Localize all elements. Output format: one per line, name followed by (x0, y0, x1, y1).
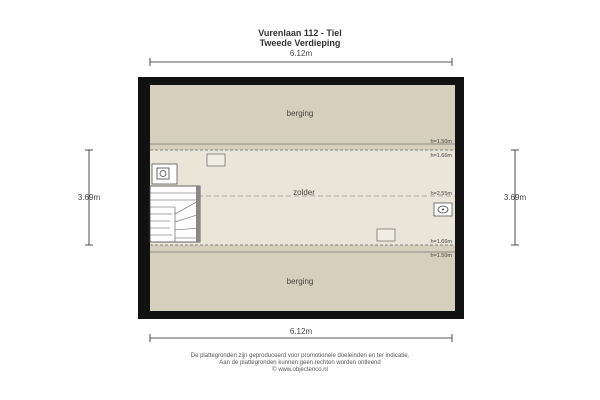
boiler-icon (152, 164, 177, 184)
room-label-berging-bottom: berging (286, 277, 314, 286)
bottom-width-dimension (150, 327, 452, 342)
staircase (150, 186, 200, 242)
plan-floor-title: Tweede Verdieping (259, 38, 341, 48)
disclaimer-line-3: © www.objectenco.nl (272, 367, 328, 373)
height-label-3: h=2.55m (430, 191, 452, 197)
left-depth-label: 3.69m (77, 193, 101, 202)
room-label-berging-top: berging (286, 109, 314, 118)
sink-icon (434, 203, 452, 216)
height-label-5: h=1.50m (430, 253, 452, 259)
skylight-bottom (377, 229, 395, 241)
right-depth-label: 3.69m (503, 193, 527, 202)
height-label-2: h=1.66m (430, 153, 452, 159)
top-width-dimension (150, 49, 452, 66)
left-depth-dimension (78, 150, 101, 245)
disclaimer-line-2: Aan de plattegronden kunnen geen rechten worden ontleend (219, 360, 381, 366)
top-width-label: 6.12m (289, 49, 313, 58)
skylight-top (207, 154, 225, 166)
height-label-1: h=1.50m (430, 139, 452, 145)
disclaimer-line-1: De plattegronden zijn geproduceerd voor promotionele doeleinden en ter indicatie. (190, 353, 410, 359)
room-label-zolder: zolder (293, 188, 315, 197)
bottom-width-label: 6.12m (289, 327, 313, 336)
height-label-4: h=1.66m (430, 239, 452, 245)
right-depth-dimension (504, 150, 527, 245)
plan-address-title: Vurenlaan 112 - Tiel (258, 28, 342, 38)
